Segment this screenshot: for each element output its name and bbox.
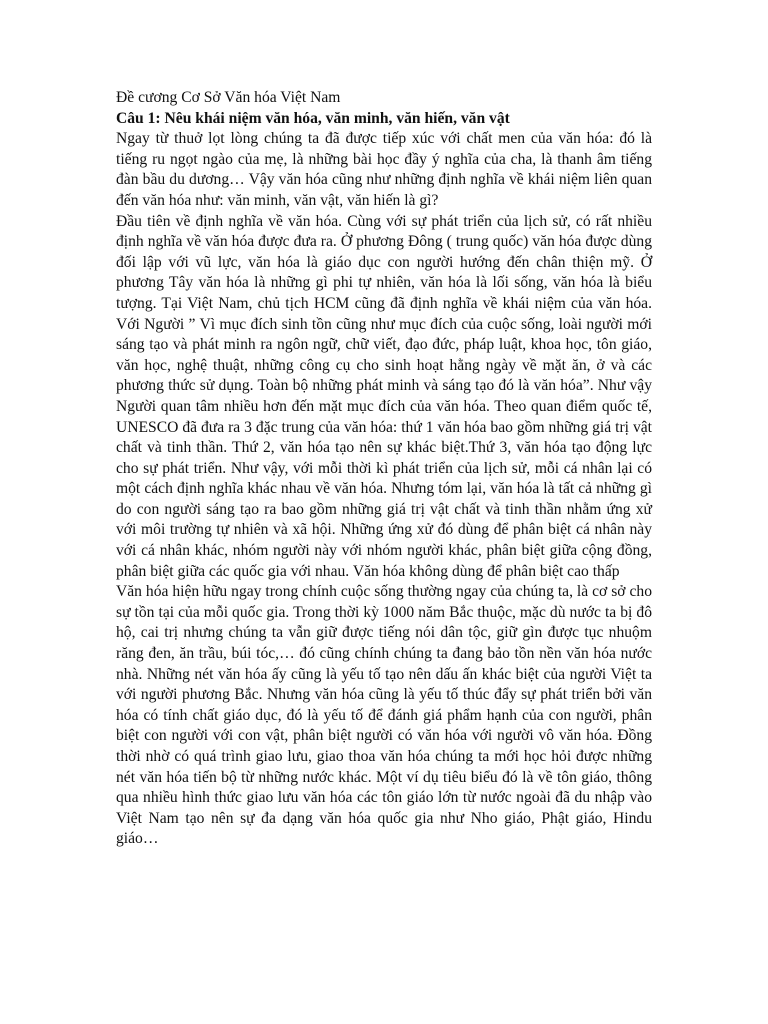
question-heading: Câu 1: Nêu khái niệm văn hóa, văn minh, văn hiến, văn vật [116,109,510,127]
paragraph-definition: Đầu tiên về định nghĩa về văn hóa. Cùng với sự phát triển của lịch sử, có rất nhiều định nghĩa về văn hóa được đưa ra. Ở phương Đông ( trung quốc) văn hóa được dùng đối lập với vũ lực, văn hóa là giáo dục con người hướng đến chân thiện mỹ. Ở phương Tây văn hóa là những gì phi tự nhiên, văn hóa là lối sống, văn hóa là biểu tượng. Tại Việt Nam, chủ tịch HCM cũng đã định nghĩa về khái niệm của văn hóa. Với Người ” Vì mục đích sinh tồn cũng như mục đích của cuộc sống, loài người mới sáng tạo và phát minh ra ngôn ngữ, chữ viết, đạo đức, pháp luật, khoa học, tôn giáo, văn học, nghệ thuật, những công cụ cho sinh hoạt hằng ngày về mặt ăn, ở và các phương thức sử dụng. Toàn bộ những phát minh và sáng tạo đó là văn hóa”. Như vậy Người quan tâm nhiều hơn đến mặt mục đích của văn hóa. Theo quan điểm quốc tế, UNESCO đã đưa ra 3 đặc trung của văn hóa: thứ 1 văn hóa bao gồm những giá trị vật chất và tinh thần. Thứ 2, văn hóa tạo nên sự khác biệt.Thứ 3, văn hóa tạo động lực cho sự phát triển. Như vậy, với mỗi thời kì phát triển của lịch sử, mỗi cá nhân lại có một cách định nghĩa khác nhau về văn hóa. Nhưng tóm lại, văn hóa là tất cả những gì do con người sáng tạo ra bao gồm những giá trị vật chất và tinh thần nhằm ứng xử với môi trường tự nhiên và xã hội. Những ứng xử đó dùng để phân biệt cá nhân này với cá nhân khác, nhóm người này với nhóm người khác, phân biệt giữa cộng đồng, phân biệt giữa các quốc gia với nhau. Văn hóa không dùng để phân biệt cao thấp [116,212,652,580]
paragraph-role: Văn hóa hiện hữu ngay trong chính cuộc sống thường ngay của chúng ta, là cơ sở cho sự tồn tại của mỗi quốc gia. Trong thời kỳ 1000 năm Bắc thuộc, mặc dù nước ta bị đô hộ, cai trị nhưng chúng ta vẫn giữ được tiếng nói dân tộc, giữ gìn được tục nhuộm răng đen, ăn trầu, búi tóc,… đó cũng chính chúng ta đang bảo tồn nền văn hóa nước nhà. Những nét văn hóa ấy cũng là yếu tố tạo nên dấu ấn khác biệt của người Việt ta với người phương Bắc. Nhưng văn hóa cũng là yếu tố thúc đẩy sự phát triển bởi văn hóa có tính chất giáo dục, đó là yếu tố để đánh giá phẩm hạnh của con người, phân biệt con người với con vật, phân biệt người có văn hóa với người vô văn hóa. Đồng thời nhờ có quá trình giao lưu, giao thoa văn hóa chúng ta mới học hỏi được những nét văn hóa tiến bộ từ những nước khác. Một ví dụ tiêu biểu đó là về tôn giáo, thông qua nhiều hình thức giao lưu văn hóa các tôn giáo lớn từ nước ngoài đã du nhập vào Việt Nam tạo nên sự đa dạng văn hóa quốc gia như Nho giáo, Phật giáo, Hindu giáo… [116,583,652,848]
document-page [116,88,652,850]
document-title: Đề cương Cơ Sở Văn hóa Việt Nam [116,89,341,106]
paragraph-intro: Ngay từ thuở lọt lòng chúng ta đã được tiếp xúc với chất men của văn hóa: đó là tiếng ru ngọt ngào của mẹ, là những bài học đầy ý nghĩa của cha, là thanh âm tiếng đàn bầu du dương… Vậy văn hóa cũng như những định nghĩa về khái niệm liên quan đến văn hóa như: văn minh, văn vật, văn hiến là gì? [116,130,652,209]
